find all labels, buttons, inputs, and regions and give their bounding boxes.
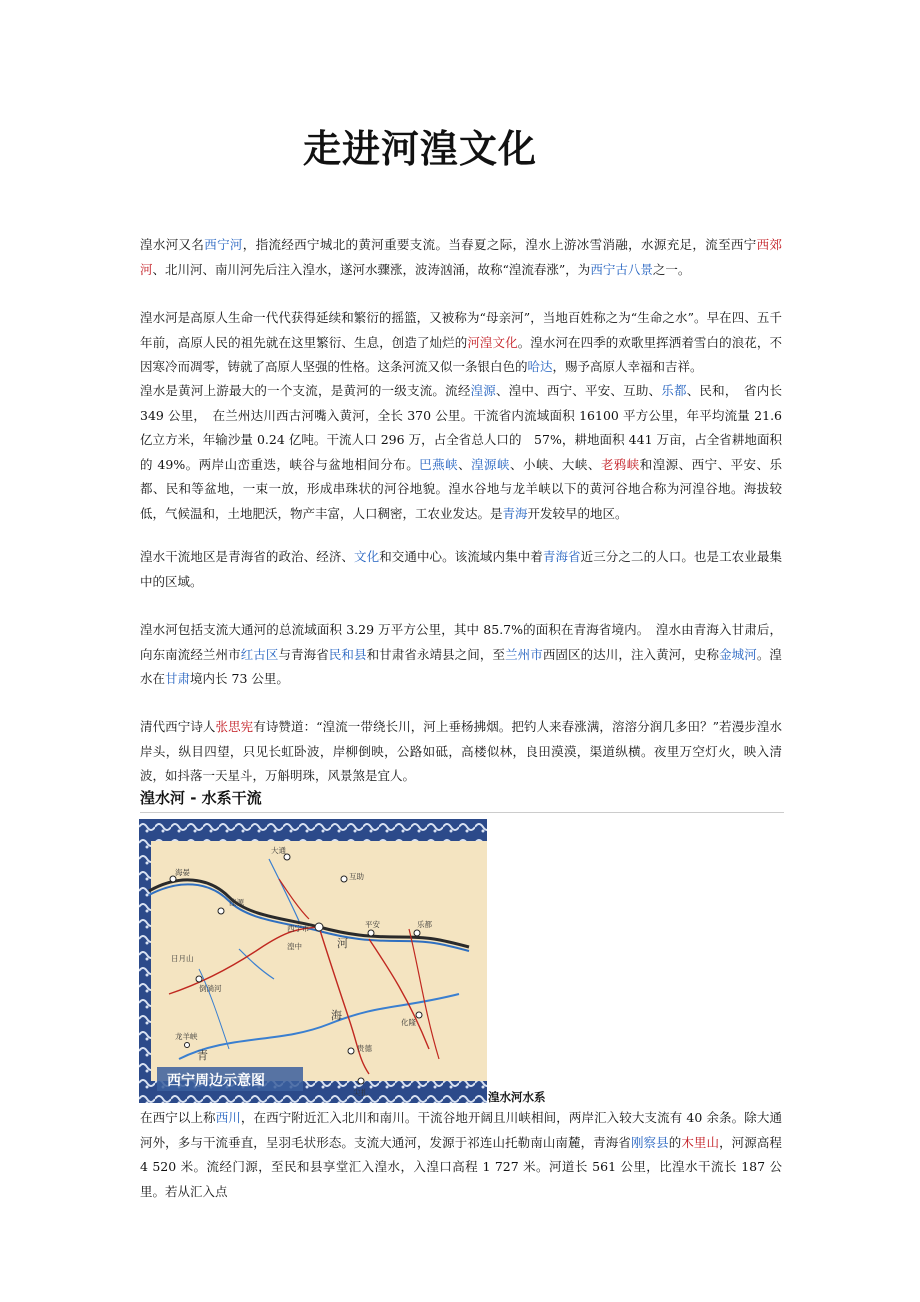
paragraph-text: 和甘肃省永靖县之间，至 [366, 646, 506, 662]
map-figure [139, 819, 487, 1103]
link-木里山[interactable]: 木里山 [681, 1134, 720, 1150]
map-image [139, 819, 487, 1103]
map-border-top [139, 819, 487, 841]
paragraph-text: 、小峡、大峡、 [510, 456, 601, 472]
paragraph-text: 、民和， 省内长 349 公里， 在兰州达川西古河嘴入黄河，全长 370 公里。干流省内流域面积 16100 平方公里，年平均流量 21.6 亿立方米，年输沙量 0.24 亿吨。干流人口 296 万，占全省总人口的 57%，耕地面积 441 万亩，占全省耕地面积的 49%。两岸山峦重迭，峡谷与盆地相间分布。 [140, 383, 782, 472]
paragraph-text: 西固区的达川，注入黄河，史称 [542, 646, 720, 662]
link-西郊河[interactable]: 西郊河 [140, 237, 782, 277]
map-label-jianzha: 尖扎 [353, 1088, 368, 1097]
paragraph-1 [140, 233, 782, 282]
paragraph-5 [140, 618, 782, 692]
link-张思宪[interactable]: 张思宪 [215, 719, 254, 734]
link-乐都[interactable]: 乐都 [661, 383, 687, 398]
map-label-guide: 贵德 [357, 1044, 372, 1053]
link-民和县[interactable]: 民和县 [328, 646, 367, 662]
paragraph-text: ，赐予高原人幸福和吉祥。 [552, 359, 703, 374]
link-湟源[interactable]: 湟源 [470, 383, 496, 398]
paragraph-text: ，在西宁附近汇入北川和南川。干流谷地开阔且川峡相间，两岸汇入较大支流有 40 余条。除大通河外，多与干流垂直，呈羽毛状形态。支流大通河，发源于祁连山托勒南山南麓，青海省 [140, 1110, 782, 1150]
paragraph-6 [140, 715, 782, 789]
map-caption: 湟水河水系 [488, 1090, 546, 1104]
paragraph-text: 近三分之二的人口。也是工农业最集中的区域。 [140, 549, 782, 589]
page-title: 走进河湟文化 [302, 127, 537, 171]
map-label-pingan: 平安 [365, 920, 380, 929]
map-title: 西宁周边示意图 [167, 1073, 265, 1089]
map-label-daotanghe: 倒淌河 [199, 984, 222, 993]
link-文化[interactable]: 文化 [354, 549, 380, 564]
map-label-huzhu: 互助 [349, 872, 364, 881]
paragraph-text: ，指流经西宁城北的黄河重要支流。当春夏之际，湟水上游冰雪消融，水源充足，流至西宁 [242, 237, 757, 252]
link-青海省[interactable]: 青海省 [542, 549, 581, 564]
paragraph-text: 湟水是黄河上游最大的一个支流，是黄河的一级支流。流经 [140, 383, 471, 398]
link-甘肃[interactable]: 甘肃 [165, 671, 191, 686]
link-湟源峡[interactable]: 湟源峡 [471, 456, 510, 472]
paragraph-text: 湟水河是高原人生命一代代获得延续和繁衍的摇篮，又被称为“母亲河”，当地百姓称之为“生命之水”。早在四、五千年前，高原人民的祖先就在这里繁衍、生息，创造了灿烂的 [140, 310, 782, 350]
paragraph-4 [140, 545, 782, 594]
map-label-hai: 海 [331, 1009, 342, 1022]
map-border-left [139, 819, 151, 1103]
paragraph-text: 、 [458, 456, 472, 472]
paragraph-text: 清代西宁诗人 [140, 719, 216, 734]
paragraph-text: 与青海省 [278, 646, 329, 662]
paragraph-text: 开发较早的地区。 [527, 505, 628, 521]
paragraph-text: 的 [668, 1134, 682, 1150]
paragraph-text: 湟水河包括支流大通河的总流域面积 3.29 万平方公里，其中 85.7%的面积在青海省境内。 湟水由青海入甘肃后，向东南流经兰州市 [140, 622, 782, 662]
map-label-hualong: 化隆 [401, 1018, 416, 1027]
paragraph-text: 有诗赞道：“湟流一带绕长川，河上垂杨拂烟。把钓人来春涨满，溶溶分润几多田？”若漫步湟水岸头，纵目四望，只见长虹卧波，岸柳倒映，公路如砥，高楼似林，良田漠漠，渠道纵横。夜里万空灯火，映入清波，如抖落一天星斗，万斛明珠，风景煞是宜人。 [140, 719, 782, 783]
link-西川[interactable]: 西川 [215, 1110, 241, 1125]
paragraph-2 [140, 306, 782, 380]
link-西宁古八景[interactable]: 西宁古八景 [590, 261, 653, 277]
map-label-he: 河 [337, 937, 348, 950]
paragraph-text: ，河源高程 4 520 米。流经门源，至民和县享堂汇入湟水，入湟口高程 1 727 米。河道长 561 公里，比湟水干流长 187 公里。若从汇入点 [140, 1134, 782, 1199]
paragraph-text: 、北川河、南川河先后注入湟水，遂河水骤涨，波涛汹涌，故称“湟流春涨”，为 [152, 261, 591, 277]
paragraph-3 [140, 379, 782, 526]
link-河湟文化[interactable]: 河湟文化 [467, 334, 518, 350]
paragraph-text: 之一。 [652, 261, 691, 277]
map-label-huangyuan: 湟源 [229, 898, 244, 907]
paragraph-7 [140, 1106, 782, 1204]
paragraph-text: 、湟中、西宁、平安、互助、 [496, 383, 662, 398]
paragraph-text: 和湟源、西宁、平安、乐都、民和等盆地，一束一放，形成串珠状的河谷地貌。湟水谷地与龙羊峡以下的黄河谷地合称为河湟谷地。海拔较低，气候温和，土地肥沃，物产丰富，人口稠密，工农业发达。是 [140, 456, 782, 521]
map-label-datong: 大通 [271, 846, 286, 855]
link-金城河[interactable]: 金城河 [719, 646, 757, 662]
paragraph-text: 境内长 73 公里。 [190, 671, 289, 686]
map-label-huangzhong: 湟中 [287, 942, 302, 951]
map-label-longyangxia: 龙羊峡 [175, 1032, 198, 1041]
paragraph-text: 和交通中心。该流域内集中着 [379, 549, 543, 564]
paragraph-text: 湟水河又名 [140, 237, 205, 252]
map-label-xining: 西宁市 [287, 924, 310, 933]
link-西宁河[interactable]: 西宁河 [204, 237, 243, 252]
paragraph-text: 湟水干流地区是青海省的政治、经济、 [140, 549, 355, 564]
link-青海[interactable]: 青海 [502, 505, 528, 521]
paragraph-text: 。湟水在 [140, 646, 782, 686]
link-红古区[interactable]: 红古区 [240, 646, 279, 662]
paragraph-text: 在西宁以上称 [140, 1110, 216, 1125]
link-刚察县[interactable]: 刚察县 [630, 1134, 669, 1150]
map-label-haiyan: 海晏 [175, 868, 190, 877]
link-巴燕峡[interactable]: 巴燕峡 [419, 456, 459, 472]
section-divider [140, 812, 784, 813]
section-heading: 湟水河 - 水系干流 [140, 789, 262, 807]
link-哈达[interactable]: 哈达 [527, 359, 553, 374]
map-label-qing: 青 [197, 1049, 208, 1062]
link-兰州市[interactable]: 兰州市 [505, 646, 543, 662]
map-label-ledu: 乐都 [417, 920, 432, 929]
map-label-riyueshan: 日月山 [171, 954, 194, 963]
link-老鸦峡[interactable]: 老鸦峡 [600, 456, 640, 472]
paragraph-text: 。湟水河在四季的欢歌里挥洒着雪白的浪花，不因寒冷而凋零，铸就了高原人坚强的性格。这条河流又似一条银白色的 [140, 334, 782, 374]
